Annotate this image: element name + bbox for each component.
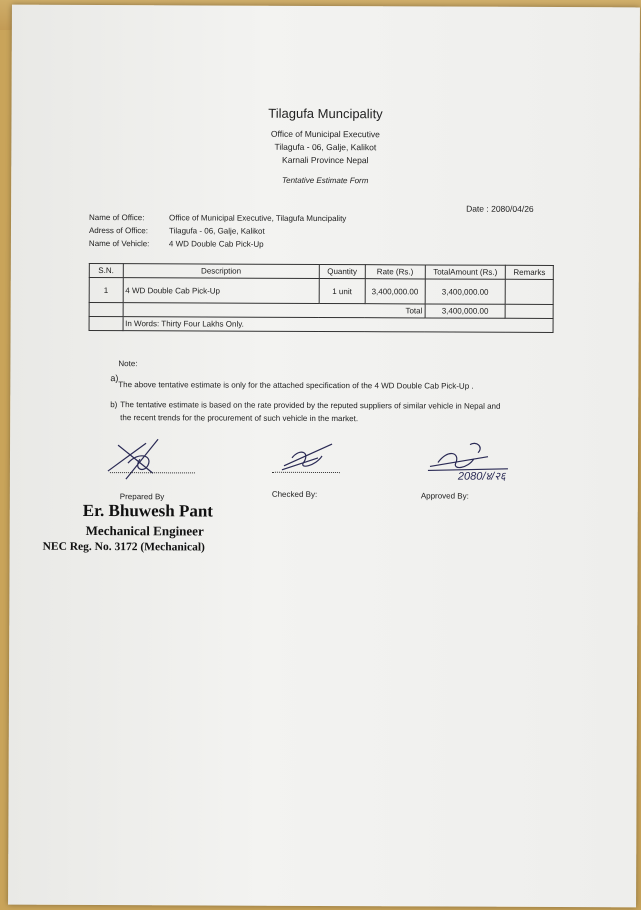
col-header-description: Description bbox=[123, 264, 319, 279]
info-address-value: Tilagufa - 06, Galje, Kalikot bbox=[168, 226, 265, 236]
col-header-remarks: Remarks bbox=[505, 265, 553, 279]
document-page bbox=[8, 5, 640, 908]
info-office-value: Office of Municipal Executive, Tilagufa Muncipality bbox=[169, 213, 347, 224]
col-header-quantity: Quantity bbox=[319, 264, 365, 278]
note-b-line2: the recent trends for the procurement of such vehicle in the market. bbox=[120, 413, 359, 424]
handwritten-date: 2080/४/२६ bbox=[457, 470, 506, 483]
note-title: Note: bbox=[118, 359, 138, 369]
col-header-rate: Rate (Rs.) bbox=[365, 265, 425, 279]
note-a-text: The above tentative estimate is only for the attached specification of the 4 WD Double Cab Pick-Up . bbox=[118, 380, 474, 391]
note-a-marker: a) bbox=[110, 373, 119, 384]
cell-empty bbox=[89, 302, 123, 316]
info-vehicle-label: Name of Vehicle: bbox=[88, 238, 150, 249]
cell-rate: 3,400,000.00 bbox=[365, 279, 425, 304]
prepared-signature-icon bbox=[98, 433, 198, 483]
cell-quantity: 1 unit bbox=[319, 278, 365, 303]
form-title: Tentative Estimate Form bbox=[281, 175, 369, 186]
engineer-name: Er. Bhuwesh Pant bbox=[82, 500, 214, 521]
office-name: Office of Municipal Executive bbox=[270, 128, 380, 140]
checked-by-label: Checked By: bbox=[271, 489, 318, 499]
note-b-marker: b) bbox=[110, 400, 118, 410]
total-label: Total bbox=[123, 303, 425, 318]
cell-description: 4 WD Double Cab Pick-Up bbox=[123, 278, 319, 304]
info-office-label: Name of Office: bbox=[89, 212, 145, 223]
engineer-registration: NEC Reg. No. 3172 (Mechanical) bbox=[42, 540, 205, 554]
cell-total: 3,400,000.00 bbox=[425, 279, 505, 304]
prepared-by-label: Prepared By bbox=[119, 492, 165, 502]
table-row bbox=[89, 277, 553, 304]
province-name: Karnali Province Nepal bbox=[282, 154, 369, 166]
col-header-sn: S.N. bbox=[89, 263, 123, 277]
cell-empty bbox=[505, 304, 553, 318]
info-address-label: Adress of Office: bbox=[88, 225, 149, 236]
total-value: 3,400,000.00 bbox=[425, 304, 505, 318]
cell-sn: 1 bbox=[89, 277, 123, 302]
info-vehicle-value: 4 WD Double Cab Pick-Up bbox=[168, 239, 264, 249]
table-words-row bbox=[89, 316, 553, 332]
document-date: Date : 2080/04/26 bbox=[466, 203, 534, 214]
note-b-line1: The tentative estimate is based on the rate provided by the reputed suppliers of similar vehicle in Nepal and bbox=[120, 400, 501, 411]
office-address: Tilagufa - 06, Galje, Kalikot bbox=[274, 141, 377, 153]
cell-remarks bbox=[505, 279, 553, 304]
municipality-name: Tilagufa Muncipality bbox=[268, 105, 383, 122]
approved-by-label: Approved By: bbox=[420, 491, 469, 501]
amount-in-words: In Words: Thirty Four Lakhs Only. bbox=[123, 317, 553, 333]
checked-signature-icon bbox=[272, 436, 352, 476]
cell-empty bbox=[89, 316, 123, 330]
col-header-total: TotalAmount (Rs.) bbox=[425, 265, 505, 279]
estimate-table bbox=[89, 263, 554, 333]
engineer-title: Mechanical Engineer bbox=[85, 522, 204, 539]
